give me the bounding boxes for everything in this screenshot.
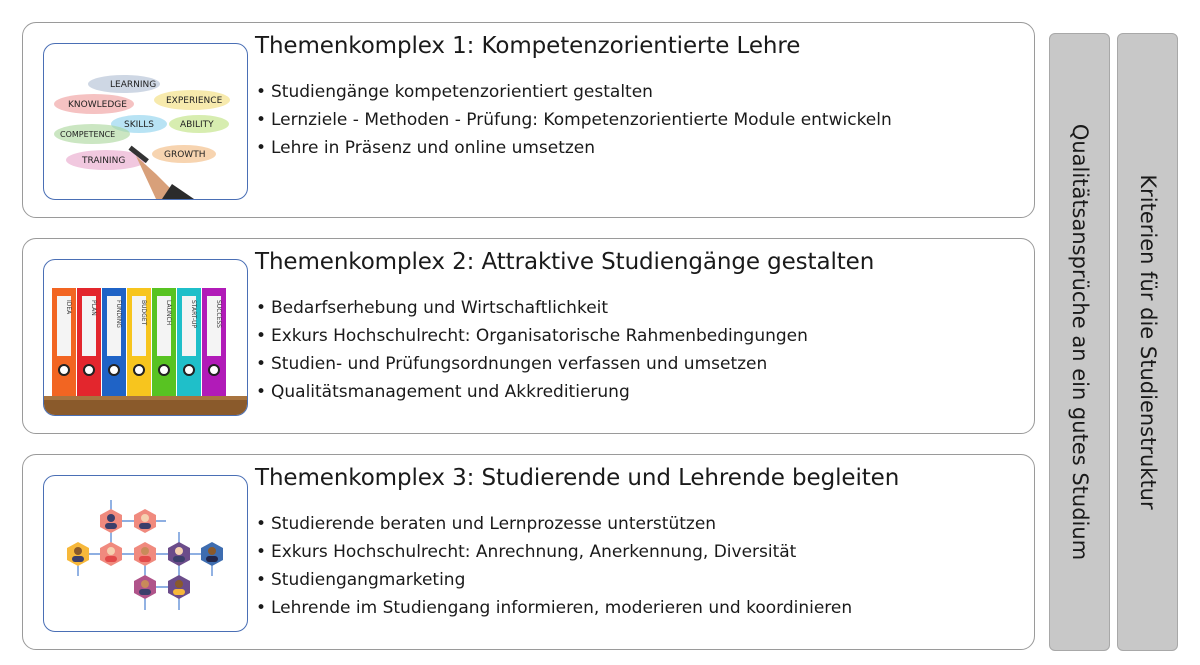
word-skills: SKILLS (124, 120, 155, 130)
binder-row (52, 288, 226, 396)
binders-image (43, 259, 248, 416)
topic-1-bullets (255, 80, 995, 164)
people-network-illustration (44, 476, 247, 631)
binder-label-launch: LAUNCH (165, 300, 172, 326)
topic-3-title: Themenkomplex 3: Studierende und Lehrende begleiten (255, 465, 900, 491)
list-item: • Exkurs Hochschulrecht: Organisatorische Rahmenbedingungen (255, 324, 995, 349)
binder-label-plan: PLAN (90, 300, 97, 316)
competence-words-image (43, 43, 248, 200)
topic-2-title: Themenkomplex 2: Attraktive Studiengänge gestalten (255, 249, 875, 275)
binder-label-budget: BUDGET (140, 300, 147, 326)
topic-panel-2 (22, 238, 1035, 434)
list-item: • Qualitätsmanagement und Akkreditierung (255, 380, 995, 405)
binder-label-funding: FUNDING (115, 300, 122, 328)
word-experience: EXPERIENCE (166, 96, 223, 106)
sidebar-quality-claims (1049, 33, 1110, 651)
list-item: • Lehrende im Studiengang informieren, moderieren und koordinieren (255, 596, 995, 621)
list-item: • Lernziele - Methoden - Prüfung: Kompetenzorientierte Module entwickeln (255, 108, 995, 133)
topic-2-bullets (255, 296, 995, 408)
sidebar-structure-criteria (1117, 33, 1178, 651)
topic-panel-3 (22, 454, 1035, 650)
competence-words-illustration (44, 44, 247, 199)
topic-1-title: Themenkomplex 1: Kompetenzorientierte Lehre (255, 33, 801, 59)
word-training: TRAINING (82, 156, 126, 166)
list-item: • Studiengangmarketing (255, 568, 995, 593)
list-item: • Exkurs Hochschulrecht: Anrechnung, Anerkennung, Diversität (255, 540, 995, 565)
word-ability: ABILITY (180, 120, 214, 130)
people-network-image (43, 475, 248, 632)
list-item: • Studierende beraten und Lernprozesse unterstützen (255, 512, 995, 537)
word-growth: GROWTH (164, 150, 206, 160)
sidebar-quality-claims-label: Qualitätsansprüche an ein gutes Studium (1067, 123, 1092, 561)
word-competence: COMPETENCE (60, 130, 116, 139)
list-item: • Bedarfserhebung und Wirtschaftlichkeit (255, 296, 995, 321)
word-knowledge: KNOWLEDGE (68, 100, 127, 110)
list-item: • Lehre in Präsenz und online umsetzen (255, 136, 995, 161)
binders-illustration (44, 260, 247, 415)
list-item: • Studiengänge kompetenzorientiert gestalten (255, 80, 995, 105)
binder-label-success: SUCCESS (215, 300, 222, 328)
topic-3-bullets (255, 512, 995, 624)
topic-panel-1 (22, 22, 1035, 218)
sidebar-structure-criteria-label: Kriterien für die Studienstruktur (1135, 174, 1160, 510)
word-learning: LEARNING (110, 80, 157, 90)
binder-label-startup: START-UP (190, 300, 197, 329)
binder-label-idea: IDEA (65, 300, 72, 315)
list-item: • Studien- und Prüfungsordnungen verfassen und umsetzen (255, 352, 995, 377)
